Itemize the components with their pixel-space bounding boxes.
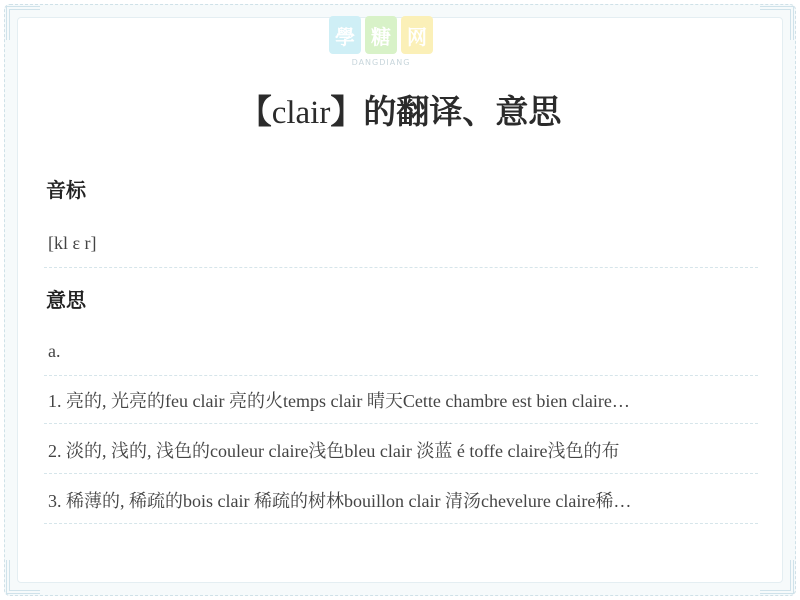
title-bracket-open: 【 [238, 92, 272, 131]
part-of-speech: a. [48, 341, 61, 361]
part-of-speech-row [44, 328, 758, 376]
meaning-item [44, 476, 758, 524]
meaning-item-text: 2. 淡的, 浅的, 浅色的couleur claire浅色bleu clair 淡蓝 é toffe claire浅色的布 [48, 440, 620, 461]
corner-ornament-top-left [6, 6, 40, 40]
meaning-item-text: 3. 稀薄的, 稀疏的bois clair 稀疏的树林bouillon clair 清汤chevelure claire稀… [48, 490, 632, 511]
site-logo [326, 16, 436, 80]
logo-char-2: 糖 [365, 16, 397, 54]
logo-char-3: 网 [401, 16, 433, 54]
phonetic-row [44, 220, 758, 268]
logo-subtitle: DANGDIANG [351, 58, 411, 67]
corner-ornament-top-right [760, 6, 794, 40]
phonetic-heading: 音标 [46, 178, 86, 202]
meaning-heading: 意思 [46, 288, 86, 312]
meaning-item [44, 426, 758, 474]
meaning-item [44, 376, 758, 424]
logo-char-1: 學 [329, 16, 361, 54]
meaning-item-text: 1. 亮的, 光亮的feu clair 亮的火temps clair 晴天Cette chambre est bien claire… [48, 390, 630, 411]
title-word: clair [271, 95, 331, 131]
phonetic-value: [kl ɛ r] [48, 233, 97, 253]
corner-ornament-bottom-right [760, 560, 794, 594]
title-suffix: 的翻译、意思 [363, 92, 562, 131]
page-title [0, 86, 800, 133]
corner-ornament-bottom-left [6, 560, 40, 594]
title-bracket-close: 】 [330, 92, 364, 131]
